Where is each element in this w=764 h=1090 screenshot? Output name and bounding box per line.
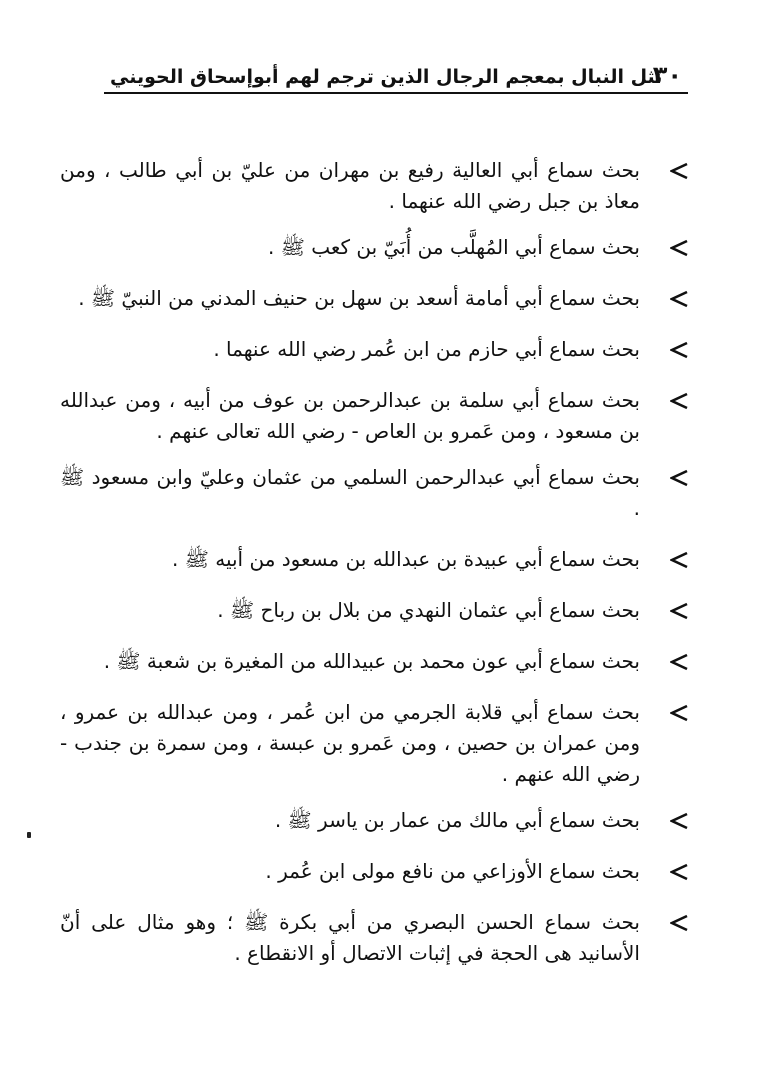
list-item (60, 334, 690, 365)
entry-text: بحث سماع أبي عون محمد بن عبيدالله من المغيرة بن شعبة ﷺ . (103, 649, 640, 673)
entry-text: بحث سماع الحسن البصري من أبي بكرة ﷺ ؛ وهو مثال على أنّ الأسانيد هى الحجة في إثبات الاتصال أو الانقطاع . (60, 910, 640, 965)
entry-text: بحث سماع أبي عثمان النهدي من بلال بن رباح ﷺ . (217, 598, 640, 622)
arrow-bullet-icon (670, 290, 688, 308)
page-number: ٣٠ (652, 61, 682, 89)
list-item (60, 232, 690, 263)
list-item (60, 283, 690, 314)
list-item (60, 697, 690, 790)
list-item (60, 595, 690, 626)
arrow-bullet-icon (670, 162, 688, 180)
entry-text: بحث سماع أبي مالك من عمار بن ياسر ﷺ . (274, 808, 640, 832)
running-title: نثل النبال بمعجم الرجال الذين ترجم لهم أبوإسحاق الحويني (110, 66, 663, 88)
research-topic-list (60, 155, 690, 984)
arrow-bullet-icon (670, 392, 688, 410)
arrow-bullet-icon (670, 602, 688, 620)
list-item (60, 155, 690, 217)
arrow-bullet-icon (670, 551, 688, 569)
entry-text: بحث سماع أبي العالية رفيع بن مهران من عليّ بن أبي طالب ، ومن معاذ بن جبل رضي الله عنهما . (60, 158, 640, 213)
list-item (60, 856, 690, 887)
arrow-bullet-icon (670, 704, 688, 722)
list-item (60, 462, 690, 524)
arrow-bullet-icon (670, 239, 688, 257)
entry-text: بحث سماع أبي حازم من ابن عُمر رضي الله عنهما . (213, 337, 640, 361)
list-item (60, 544, 690, 575)
list-item (60, 646, 690, 677)
arrow-bullet-icon (670, 469, 688, 487)
list-item (60, 385, 690, 447)
arrow-bullet-icon (670, 812, 688, 830)
arrow-bullet-icon (670, 653, 688, 671)
entry-text: بحث سماع أبي سلمة بن عبدالرحمن بن عوف من أبيه ، ومن عبدالله بن مسعود ، ومن عَمرو بن العاص - رضي الله تعالى عنهم . (60, 388, 640, 443)
scan-speck (27, 832, 31, 838)
list-item (60, 907, 690, 969)
entry-text: بحث سماع أبي المُهلَّب من أُبَيّ بن كعب ﷺ . (267, 235, 640, 259)
entry-text: بحث سماع أبي عبيدة بن عبدالله بن مسعود من أبيه ﷺ . (172, 547, 640, 571)
entry-text: بحث سماع أبي قلابة الجرمي من ابن عُمر ، ومن عبدالله بن عمرو ، ومن عمران بن حصين ، ومن عَمرو بن عبسة ، ومن سمرة بن جندب - رضي الله عنهم . (60, 700, 640, 786)
page-header (104, 60, 688, 94)
entry-text: بحث سماع أبي عبدالرحمن السلمي من عثمان وعليّ وابن مسعود ﷺ . (60, 465, 640, 520)
arrow-bullet-icon (670, 341, 688, 359)
header-rule (104, 92, 688, 94)
arrow-bullet-icon (670, 863, 688, 881)
arrow-bullet-icon (670, 914, 688, 932)
entry-text: بحث سماع الأوزاعي من نافع مولى ابن عُمر . (265, 859, 640, 883)
list-item (60, 805, 690, 836)
entry-text: بحث سماع أبي أمامة أسعد بن سهل بن حنيف المدني من النبيّ ﷺ . (78, 286, 640, 310)
